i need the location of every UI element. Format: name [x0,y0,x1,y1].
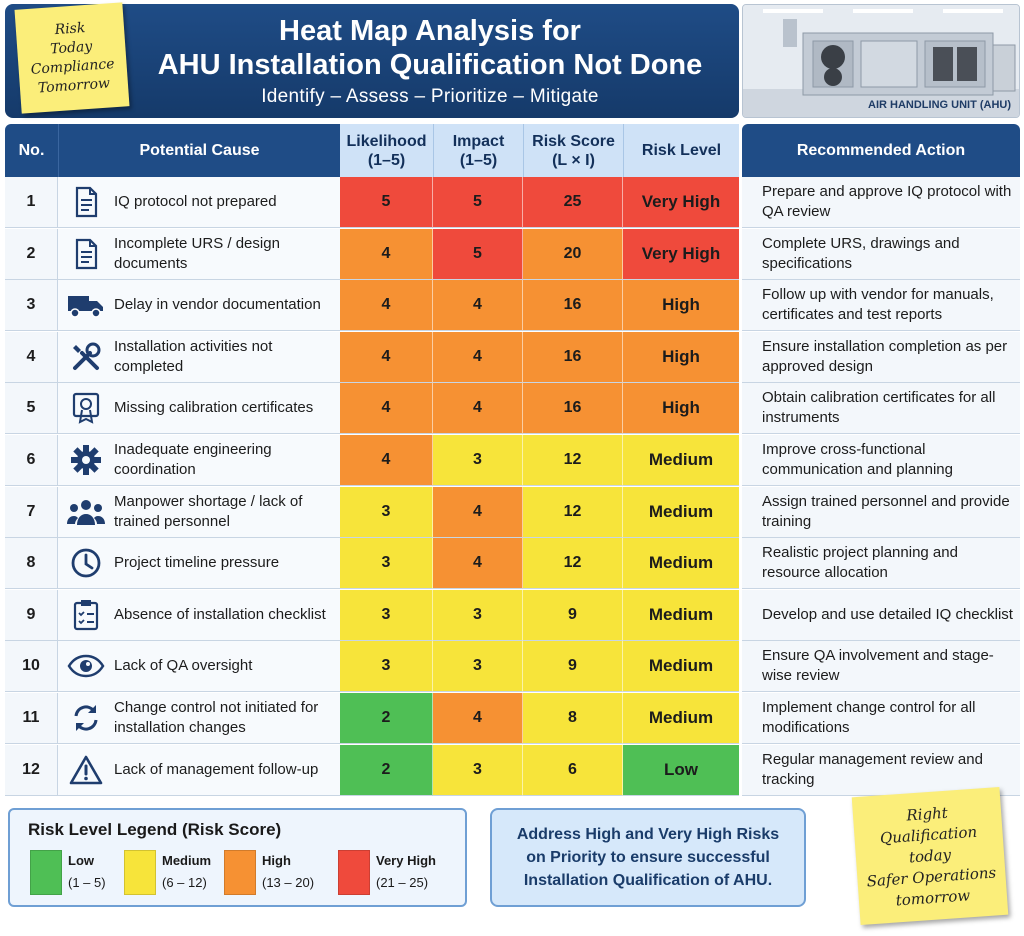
potential-cause [58,693,340,744]
header-likelihood-label: Likelihood [346,132,427,150]
table-header [5,124,1020,177]
legend-name: High [262,853,291,868]
impact-value: 3 [433,435,523,486]
potential-cause [58,487,340,538]
sticky-note-top [15,2,130,113]
table-row [5,487,1020,538]
impact-value: 4 [433,332,523,383]
risk-level-badge: Medium [623,538,739,589]
checklist-icon [58,599,114,631]
recommended-action: Realistic project planning and resource allocation [742,538,1020,589]
recommended-action: Implement change control for all modifications [742,693,1020,744]
header-impact-label: Impact [452,132,505,150]
header-no: No. [5,124,58,177]
header-score-label: Risk Score [532,132,615,150]
row-number: 1 [5,177,58,228]
likelihood-value: 3 [340,487,433,538]
table-row [5,177,1020,228]
legend-swatch [224,850,256,895]
likelihood-value: 3 [340,641,433,692]
likelihood-value: 3 [340,590,433,641]
row-number: 3 [5,280,58,331]
recommended-action: Follow up with vendor for manuals, certificates and test reports [742,280,1020,331]
risk-score-value: 16 [523,383,623,434]
risk-level-badge: Medium [623,693,739,744]
potential-cause [58,383,340,434]
sticky-line: Compliance [30,56,115,78]
recommended-action: Regular management review and tracking [742,745,1020,796]
recommended-action: Improve cross-functional communication and planning [742,435,1020,486]
row-number: 9 [5,590,58,641]
impact-value: 3 [433,745,523,796]
risk-level-badge: High [623,280,739,331]
risk-score-value: 12 [523,538,623,589]
risk-score-value: 16 [523,280,623,331]
sticky-line: Qualification [879,822,978,847]
recommended-action: Obtain calibration certificates for all instruments [742,383,1020,434]
tools-icon [58,341,114,373]
potential-cause [58,435,340,486]
recommended-action: Develop and use detailed IQ checklist [742,590,1020,641]
page-title [125,14,735,82]
cause-text: Lack of QA oversight [114,657,253,675]
risk-level-badge: Very High [623,229,739,280]
impact-value: 4 [433,383,523,434]
risk-score-value: 8 [523,693,623,744]
cause-text: Inadequate engineering coordination [114,441,272,478]
impact-value: 5 [433,229,523,280]
cause-text: Lack of management follow-up [114,760,319,778]
legend-swatch [124,850,156,895]
sticky-line: Tomorrow [37,75,111,97]
sticky-line: Safer Operations [866,862,997,890]
table-row [5,229,1020,280]
legend-title: Risk Level Legend (Risk Score) [28,820,282,839]
cause-text: Manpower shortage / lack of trained personnel [114,492,303,530]
recommended-action: Ensure QA involvement and stage-wise review [742,641,1020,692]
eye-icon [58,654,114,678]
potential-cause [58,177,340,228]
header-score-formula: (L × I) [552,151,595,169]
legend-range: (1 – 5) [68,875,106,890]
row-number: 5 [5,383,58,434]
impact-value: 4 [433,487,523,538]
header-impact [433,124,523,177]
people-icon [58,498,114,526]
recommended-action: Assign trained personnel and provide training [742,487,1020,538]
risk-level-badge: Medium [623,435,739,486]
risk-table [5,124,1020,797]
sticky-line: tomorrow [895,885,971,909]
legend-range: (21 – 25) [376,875,429,890]
title-line-2: AHU Installation Qualification Not Done [157,49,703,81]
impact-value: 4 [433,538,523,589]
risk-score-value: 12 [523,435,623,486]
truck-icon [58,291,114,319]
table-row [5,590,1020,641]
sticky-line: today [908,845,952,866]
impact-value: 3 [433,641,523,692]
sticky-line: Risk [54,20,86,39]
document-icon [58,186,114,218]
table-row [5,280,1020,331]
refresh-icon [58,702,114,734]
legend-swatch [30,850,62,895]
recommended-action: Complete URS, drawings and specifications [742,229,1020,280]
row-number: 8 [5,538,58,589]
potential-cause [58,332,340,383]
row-number: 11 [5,693,58,744]
recommended-action: Prepare and approve IQ protocol with QA review [742,177,1020,228]
row-number: 12 [5,745,58,796]
potential-cause [58,641,340,692]
risk-level-badge: High [623,383,739,434]
risk-level-badge: Low [623,745,739,796]
document-icon [58,238,114,270]
cause-text: IQ protocol not prepared [114,193,277,210]
risk-legend [8,808,467,907]
recommended-action: Ensure installation completion as per approved design [742,332,1020,383]
potential-cause [58,745,340,796]
likelihood-value: 4 [340,435,433,486]
impact-value: 4 [433,693,523,744]
likelihood-value: 4 [340,280,433,331]
risk-level-badge: Medium [623,590,739,641]
table-row [5,693,1020,744]
likelihood-value: 5 [340,177,433,228]
clock-icon [58,547,114,579]
gear-icon [58,444,114,476]
table-row [5,538,1020,589]
header-cause: Potential Cause [58,124,340,177]
likelihood-value: 4 [340,383,433,434]
sticky-line: Right [905,803,949,825]
table-row [5,745,1020,796]
header-score [523,124,623,177]
legend-name: Medium [162,853,212,868]
row-number: 2 [5,229,58,280]
header-impact-scale: (1–5) [459,151,498,169]
risk-level-badge: High [623,332,739,383]
title-line-1: Heat Map Analysis for [279,15,581,47]
cause-text: Change control not initiated for installation changes [114,699,319,736]
row-number: 4 [5,332,58,383]
legend-swatch [338,850,370,895]
risk-score-value: 9 [523,590,623,641]
cause-text: Incomplete URS / design documents [114,234,280,272]
impact-value: 5 [433,177,523,228]
impact-value: 4 [433,280,523,331]
legend-name: Very High [376,853,436,868]
potential-cause [58,590,340,641]
cause-text: Delay in vendor documentation [114,296,321,314]
ahu-photo [742,4,1020,118]
impact-value: 3 [433,590,523,641]
risk-level-badge: Very High [623,177,739,228]
risk-score-value: 20 [523,229,623,280]
sticky-note-bottom [852,787,1009,925]
table-row [5,641,1020,692]
header-action: Recommended Action [742,124,1020,177]
legend-range: (13 – 20) [262,875,315,890]
risk-level-badge: Medium [623,487,739,538]
header-likelihood-scale: (1–5) [367,151,406,169]
potential-cause [58,280,340,331]
potential-cause [58,229,340,280]
page-subtitle: Identify – Assess – Prioritize – Mitigate [261,86,599,107]
table-body [5,177,1020,797]
row-number: 7 [5,487,58,538]
priority-note: Address High and Very High Risks on Priority to ensure successful Installation Qualification of AHU. [490,808,806,907]
likelihood-value: 2 [340,745,433,796]
sticky-line: Today [49,38,93,58]
photo-caption: AIR HANDLING UNIT (AHU) [868,99,1011,111]
cause-text: Missing calibration certificates [114,399,314,417]
table-row [5,435,1020,486]
likelihood-value: 4 [340,229,433,280]
cause-text: Absence of installation checklist [114,605,326,623]
warning-icon [58,755,114,785]
row-number: 6 [5,435,58,486]
risk-score-value: 12 [523,487,623,538]
header-likelihood [340,124,433,177]
risk-score-value: 16 [523,332,623,383]
table-row [5,332,1020,383]
legend-name: Low [68,853,94,868]
certificate-icon [58,392,114,424]
legend-range: (6 – 12) [162,875,207,890]
cause-text: Project timeline pressure [114,554,280,572]
potential-cause [58,538,340,589]
row-number: 10 [5,641,58,692]
likelihood-value: 3 [340,538,433,589]
risk-score-value: 9 [523,641,623,692]
risk-score-value: 25 [523,177,623,228]
header-level: Risk Level [623,124,739,177]
table-row [5,383,1020,434]
risk-level-badge: Medium [623,641,739,692]
likelihood-value: 4 [340,332,433,383]
cause-text: Installation activities not completed [114,337,273,375]
likelihood-value: 2 [340,693,433,744]
risk-score-value: 6 [523,745,623,796]
